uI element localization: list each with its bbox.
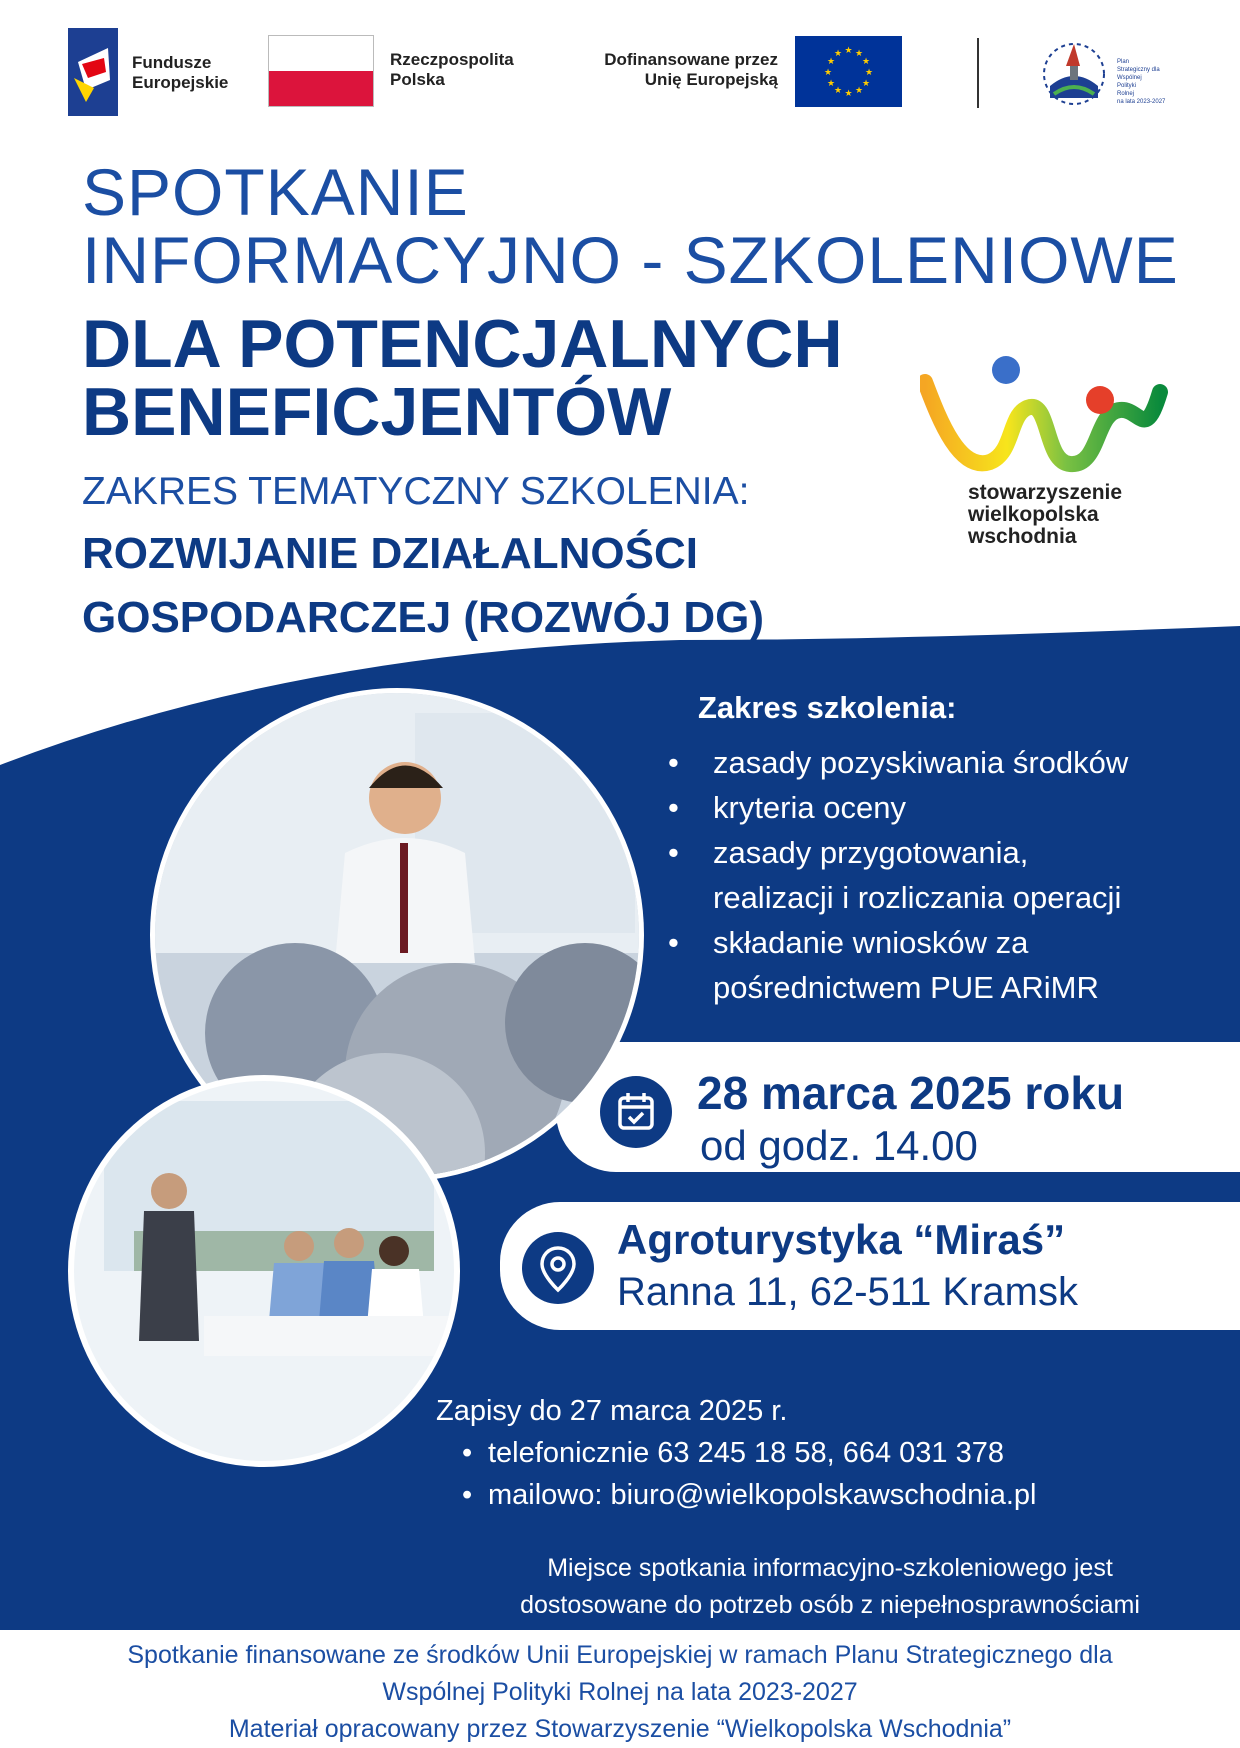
fe-logo-text-1: Fundusze [132,53,212,72]
ps-text-4: Polityki [1117,83,1137,89]
accessibility-note [450,1550,1210,1624]
training-scope-list [668,740,1228,1010]
eu-text-1: Dofinansowane przez [604,50,778,69]
scope-item-continuation: pośrednictwem PUE ARiMR [713,970,1099,1005]
fe-logo-text-2: Europejskie [132,73,229,92]
footer-line-1: Spotkanie finansowane ze środków Unii Europejskiej w ramach Planu Strategicznego dla [127,1641,1113,1669]
registration-phone: telefonicznie 63 245 18 58, 664 031 378 [488,1437,1004,1469]
ps-text-6: na lata 2023-2027 [1117,99,1166,105]
scope-line-1: ROZWIJANIE DZIAŁALNOŚCI [82,529,698,578]
scope-item-text: kryteria oceny [713,790,906,825]
list-item [460,1474,1196,1516]
scope-heading: ZAKRES TEMATYCZNY SZKOLENIA: [82,470,750,513]
scope-item-continuation: realizacji i rozliczania operacji [713,880,1122,915]
svg-text:★: ★ [833,49,843,59]
svg-text:★: ★ [826,57,836,67]
svg-text:★: ★ [854,86,864,96]
title-line-1: SPOTKANIE [82,155,469,229]
svg-text:★: ★ [861,79,871,89]
svg-text:★: ★ [844,89,853,99]
org-logo-line-2: wielkopolska [968,503,1099,526]
scope-item-text: zasady pozyskiwania środków [713,745,1129,780]
location-name: Agroturystyka “Miraś” [617,1216,1066,1263]
scope-item-text: składanie wniosków za [713,925,1029,960]
registration-block [436,1390,1196,1516]
list-item [668,830,1228,920]
list-item [668,920,1228,1010]
org-logo-line-3: wschodnia [968,525,1077,548]
footer [0,1637,1240,1748]
title-line-4: BENEFICJENTÓW [82,374,672,450]
org-logo-line-1: stowarzyszenie [968,481,1123,504]
event-date: 28 marca 2025 roku [697,1067,1125,1119]
location-address: Ranna 11, 62-511 Kramsk [617,1270,1078,1314]
footer-line-2: Wspólnej Polityki Rolnej na lata 2023-2027 [382,1678,858,1706]
list-item [668,785,1228,830]
registration-list [460,1432,1196,1516]
calendar-icon [600,1076,672,1148]
photo-meeting [74,1081,454,1461]
accessibility-line-1: Miejsce spotkania informacyjno-szkoleniowego jest [547,1554,1113,1582]
training-scope-title: Zakres szkolenia: [698,690,957,725]
svg-text:★: ★ [854,49,864,59]
location-pin-icon [522,1232,594,1304]
list-item [668,740,1228,785]
svg-text:★: ★ [844,46,853,56]
scope-line-2: GOSPODARCZEJ (ROZWÓJ DG) [82,593,765,642]
eu-text-2: Unię Europejską [644,70,778,89]
accessibility-line-2: dostosowane do potrzeb osób z niepełnosprawnościami [520,1591,1140,1619]
registration-deadline: Zapisy do 27 marca 2025 r. [436,1395,788,1427]
ps-text-5: Rolnej [1117,91,1135,97]
svg-text:★: ★ [833,86,843,96]
scope-item-text: zasady przygotowania, [713,835,1029,870]
ps-text-1: Plan [1117,59,1130,65]
event-time: od godz. 14.00 [700,1122,978,1169]
rp-text-2: Polska [390,70,445,89]
title-line-3: DLA POTENCJALNYCH [82,306,843,382]
ps-text-2: Strategiczny dla [1117,67,1160,73]
svg-text:★: ★ [826,79,836,89]
svg-text:★: ★ [823,68,833,78]
ps-text-3: Wspólnej [1117,75,1142,81]
registration-email: mailowo: biuro@wielkopolskawschodnia.pl [488,1479,1037,1511]
svg-text:★: ★ [861,57,871,67]
svg-text:★: ★ [864,68,874,78]
rp-text-1: Rzeczpospolita [390,50,514,69]
title-line-2: INFORMACYJNO - SZKOLENIOWE [82,223,1179,297]
list-item [460,1432,1196,1474]
meeting-illustration-icon [74,1081,454,1461]
footer-line-3: Materiał opracowany przez Stowarzyszenie “Wielkopolska Wschodnia” [228,1715,1012,1743]
